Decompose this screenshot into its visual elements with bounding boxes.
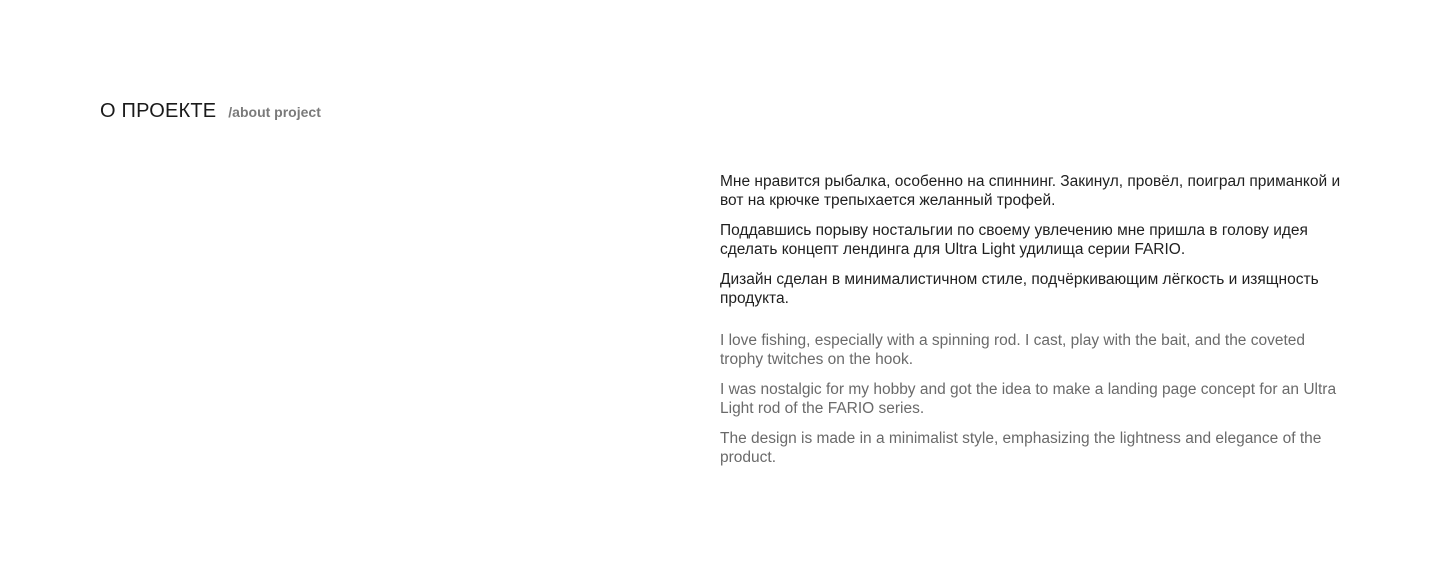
english-description (720, 331, 1345, 467)
en-paragraph: I love fishing, especially with a spinning rod. I cast, play with the bait, and the coveted trophy twitches on the hook. (720, 332, 1306, 368)
section-header (100, 100, 321, 123)
ru-paragraph: Дизайн сделан в минималистичном стиле, подчёркивающим лёгкость и изящность продукта. (720, 271, 1319, 307)
en-paragraph: The design is made in a minimalist style, emphasizing the lightness and elegance of the product. (720, 430, 1322, 466)
russian-description (720, 172, 1345, 308)
section-title: О ПРОЕКТЕ (100, 100, 217, 122)
about-content (720, 172, 1345, 478)
en-paragraph: I was nostalgic for my hobby and got the idea to make a landing page concept for an Ultra Light rod of the FARIO series. (720, 381, 1337, 417)
section-subtitle: /about project (228, 104, 321, 120)
ru-paragraph: Поддавшись порыву ностальгии по своему увлечению мне пришла в голову идея сделать концепт лендинга для Ultra Light удилища серии FARIO. (720, 222, 1308, 258)
ru-paragraph: Мне нравится рыбалка, особенно на спиннинг. Закинул, провёл, поиграл приманкой и вот на крючке трепыхается желанный трофей. (720, 173, 1341, 209)
